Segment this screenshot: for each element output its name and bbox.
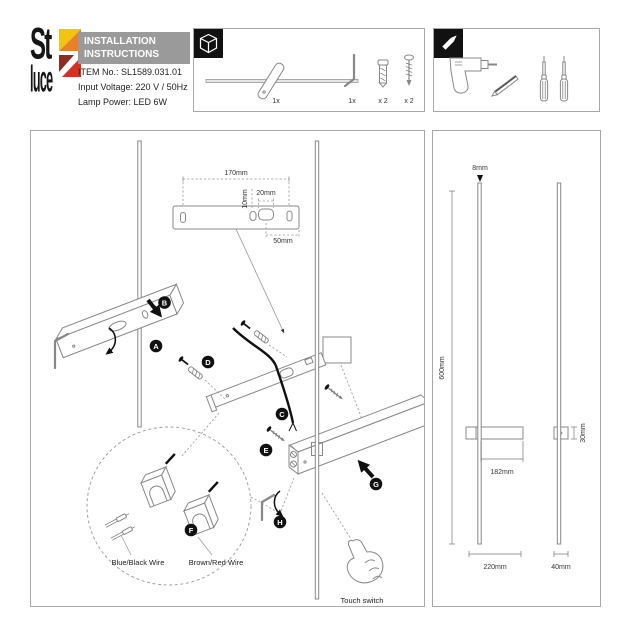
- dimensions-drawing: [433, 131, 600, 606]
- front-width-dim: 220mm: [483, 564, 507, 571]
- svg-text:G: G: [373, 479, 379, 489]
- fixture-qty: 1x: [272, 98, 280, 105]
- svg-text:D: D: [205, 357, 211, 367]
- rotate-arrow-icon: [274, 491, 280, 514]
- svg-text:E: E: [263, 445, 269, 455]
- mounting-plate-3d: [206, 353, 327, 412]
- step-label-e: [260, 444, 273, 457]
- svg-text:H: H: [277, 517, 283, 527]
- svg-text:A: A: [153, 341, 159, 351]
- step-label-h: [274, 516, 287, 529]
- plate-hole-width-dim: 20mm: [256, 190, 276, 197]
- plate-length-dim: 170mm: [224, 170, 248, 177]
- wall-bar-left: [138, 141, 141, 427]
- wire-connector-block: [136, 454, 190, 507]
- mounting-plate-drawing: [173, 170, 299, 333]
- wall-plug-icon: [187, 366, 203, 380]
- allen-key-qty: 1x: [348, 98, 356, 105]
- wall-plug-icon: [253, 330, 269, 344]
- st-luce-logo: [30, 19, 60, 118]
- step-label-b: [158, 296, 171, 309]
- screw-part: [405, 55, 414, 86]
- bar-width-dim: 8mm: [472, 165, 488, 172]
- height-dim: 600mm: [439, 356, 446, 380]
- svg-text:B: B: [161, 298, 168, 308]
- screw-icon: [178, 355, 190, 367]
- blue-black-wire-label: Blue/Black Wire: [111, 558, 165, 567]
- plate-offset-dim: 50mm: [273, 238, 293, 245]
- screw-icon: [324, 383, 345, 401]
- logo-text-luce: luce: [30, 59, 53, 101]
- wall-bar-center: [315, 141, 318, 599]
- lamp-bar-part: [206, 62, 358, 101]
- lamp-body-main: [289, 395, 424, 474]
- step-label-c: [276, 408, 289, 421]
- lamp-power: Lamp Power: LED 6W: [78, 97, 168, 107]
- item-no: ITEM No.: SL1589.031.01: [78, 67, 183, 77]
- svg-text:C: C: [279, 409, 285, 419]
- step-label-d: [202, 356, 215, 369]
- step-label-g: [370, 478, 383, 491]
- allen-key-h: [262, 491, 280, 520]
- screw-icon: [266, 425, 287, 443]
- wire-ferrule: [105, 512, 130, 528]
- logo-text-st: St: [30, 19, 51, 69]
- hand-icon: [347, 540, 383, 583]
- title-box: [78, 32, 190, 64]
- step-label-a: [150, 340, 163, 353]
- tools-icon: [434, 29, 463, 58]
- package-cube-icon: [194, 29, 223, 58]
- down-arrow-icon: [477, 175, 483, 182]
- screwdriver-icon: [540, 56, 547, 101]
- wall-plug-qty: x 2: [378, 98, 388, 105]
- touch-switch-label: Touch switch: [340, 596, 384, 605]
- side-width-dim: 40mm: [551, 564, 571, 571]
- pencil-icon: [491, 76, 518, 98]
- title-line2: INSTRUCTIONS: [84, 49, 159, 60]
- title-line1: INSTALLATION: [84, 36, 156, 47]
- wall-plug-part: [378, 60, 388, 87]
- mount-length-dim: 182mm: [490, 469, 514, 476]
- screwdriver-icon: [560, 56, 567, 101]
- input-voltage: Input Voltage: 220 V / 50Hz: [78, 82, 188, 92]
- wire-ferrule: [111, 525, 136, 541]
- installation-diagram-panel: [30, 130, 425, 607]
- package-contents-drawing: [194, 29, 424, 111]
- mount-height-dim: 30mm: [580, 423, 587, 443]
- tools-panel: [433, 28, 600, 112]
- brown-red-wire-label: Brown/Red Wire: [188, 558, 244, 567]
- dimensions-panel: [432, 130, 601, 607]
- front-view: [466, 183, 523, 544]
- tools-drawing: [434, 29, 599, 111]
- wiring-detail: [87, 427, 251, 585]
- installation-diagram: [31, 131, 424, 606]
- drill-icon: [450, 58, 497, 93]
- svg-text:F: F: [188, 525, 194, 535]
- plate-hole-height-dim: 10mm: [242, 189, 249, 209]
- lamp-body-left: [53, 284, 186, 357]
- wall-junction-box: [323, 337, 351, 363]
- screw-icon: [240, 319, 252, 331]
- header-info: [78, 65, 188, 110]
- arrow-g-icon: [364, 467, 373, 477]
- side-view: [554, 183, 568, 544]
- screw-qty: x 2: [404, 98, 414, 105]
- package-contents-panel: [193, 28, 425, 112]
- step-label-f: [185, 524, 198, 537]
